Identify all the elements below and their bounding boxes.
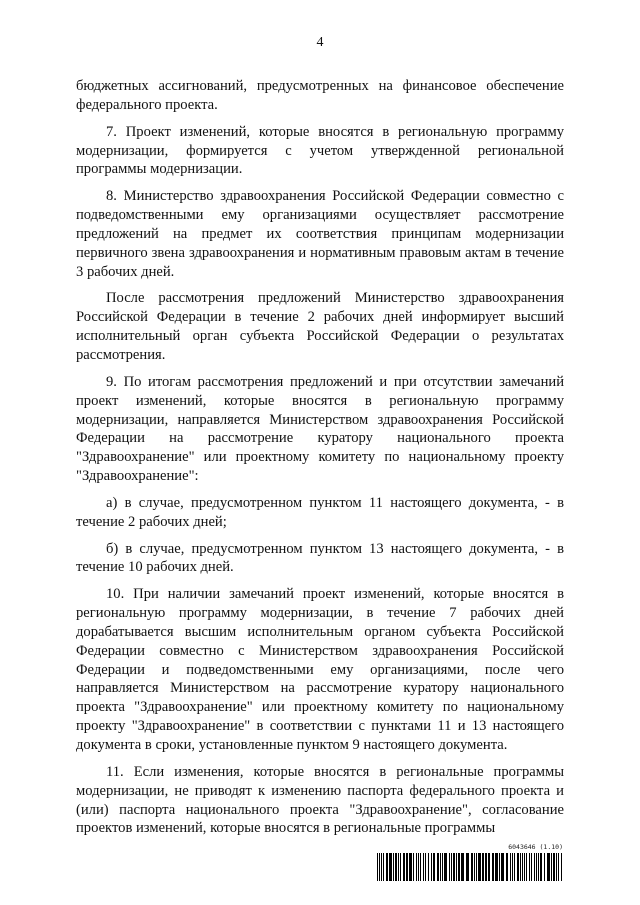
paragraph-item-11: 11. Если изменения, которые вносятся в региональные программы модернизации, не приводят к изменению паспорта федерального проекта и (или) паспорта национального проекта "Здравоохранение", согласование проектов изменений, которые вносятся в региональные программы xyxy=(76,763,564,837)
page-number: 4 xyxy=(316,35,324,50)
paragraph-item-8-followup: После рассмотрения предложений Министерство здравоохранения Российской Федерации в течение 2 рабочих дней информирует высший исполнительный орган субъекта Российской Федерации о результатах рассмотрения. xyxy=(76,290,564,363)
barcode-label: 6043646 (1.10) xyxy=(508,843,563,851)
paragraph-continuation: бюджетных ассигнований, предусмотренных на финансовое обеспечение федерального проекта. xyxy=(76,78,564,113)
paragraph-item-7: 7. Проект изменений, которые вносятся в региональную программу модернизации, формируется с учетом утвержденной региональной программы модернизации. xyxy=(76,123,564,178)
document-barcode xyxy=(377,843,563,883)
paragraph-item-10: 10. При наличии замечаний проект изменений, которые вносятся в региональную программу модернизации, в течение 7 рабочих дней дорабатывается высшим исполнительным органом субъекта Российской Федерации совместно с Министерством здравоохранения Российской Федерации и подведомственными ему организациями, после чего направляется Министерством на рассмотрение куратору национального проекта "Здравоохранение" или проектному комитету по национальному проекту "Здравоохранение" в соответствии с пунктами 11 и 13 настоящего документа в сроки, установленные пунктом 9 настоящего документа. xyxy=(76,586,564,753)
paragraph-item-9b: б) в случае, предусмотренном пунктом 13 настоящего документа, - в течение 10 рабочих дней. xyxy=(76,540,564,576)
document-body xyxy=(76,77,564,846)
paragraph-item-8: 8. Министерство здравоохранения Российской Федерации совместно с подведомственными ему организациями осуществляет рассмотрение предложений на предмет их соответствия принципам модернизации первичного звена здравоохранения и нормативным правовым актам в течение 3 рабочих дней. xyxy=(76,188,564,280)
paragraph-item-9a: а) в случае, предусмотренном пунктом 11 настоящего документа, - в течение 2 рабочих дней; xyxy=(76,494,564,530)
paragraph-item-9: 9. По итогам рассмотрения предложений и при отсутствии замечаний проект изменений, которые вносятся в региональную программу модернизации, направляется Министерством здравоохранения Российской Федерации на рассмотрение куратору национального проекта "Здравоохранение" или проектному комитету по национальному проекту "Здравоохранение": xyxy=(76,373,564,485)
barcode-icon xyxy=(377,853,563,881)
